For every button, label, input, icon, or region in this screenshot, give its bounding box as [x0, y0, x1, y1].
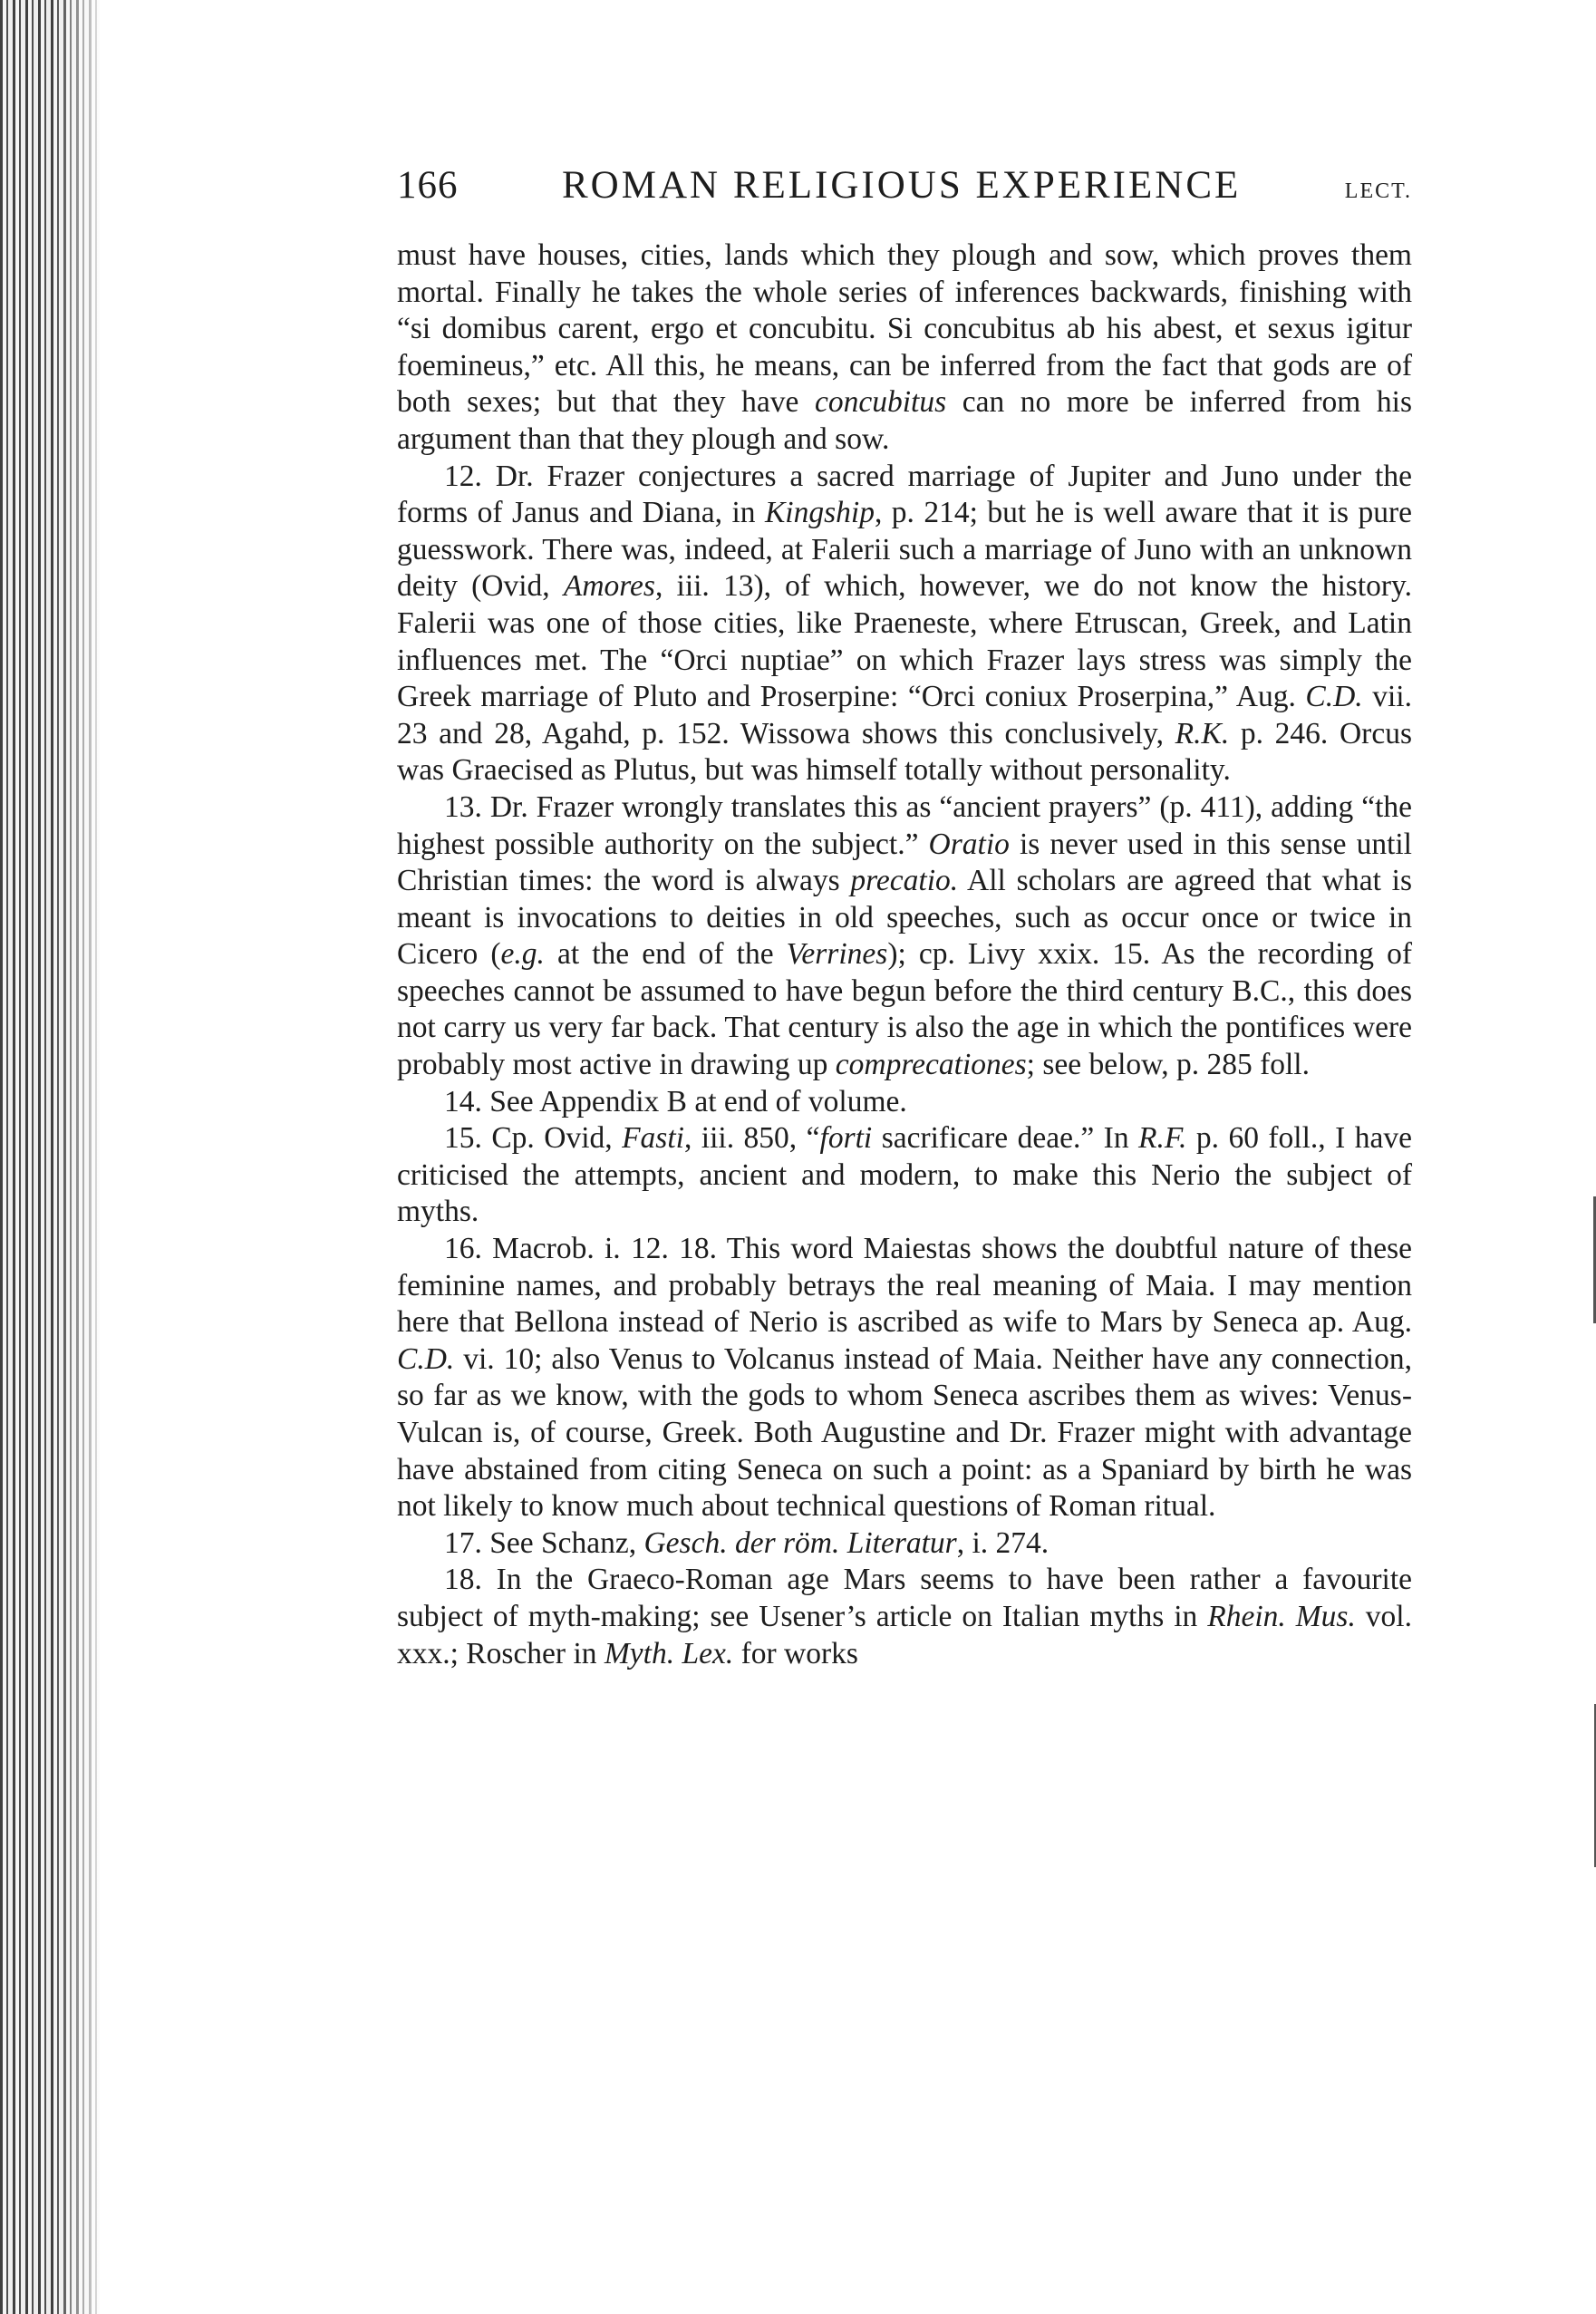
note-13: 13. Dr. Frazer wrongly translates this as “ancient prayers” (p. 411), adding “the highest possible authority on the subject.” Oratio is never used in this sense until Christian times: the word is always precatio. All scholars are agreed that what is meant is invocations to deities in old speeches, such as occur once or twice in Cicero (e.g. at the end of the Verrines); cp. Livy xxix. 15. As the recording of speeches cannot be assumed to have begun before the third century B.C., this does not carry us very far back. That century is also the age in which the pontifices were probably most active in drawing up comprecationes; see below, p. 285 foll.: [397, 789, 1413, 1082]
note-12: 12. Dr. Frazer conjectures a sacred marriage of Jupiter and Juno under the forms of Janus and Diana, in Kingship, p. 214; but he is well aware that it is pure guesswork. There was, indeed, at Falerii such a marriage of Juno with an unknown deity (Ovid, Amores, iii. 13), of which, however, we do not know the history. Falerii was one of those cities, like Praeneste, where Etruscan, Greek, and Latin influences met. The “Orci nuptiae” on which Frazer lays stress was simply the Greek marriage of Pluto and Proserpine: “Orci coniux Proserpina,” Aug. C.D. vii. 23 and 28, Agahd, p. 152. Wissowa shows this conclusively, R.K. p. 246. Orcus was Graecised as Plutus, but was himself totally without personality.: [397, 459, 1413, 788]
binding-shadow: [54, 0, 109, 2314]
note-15: 15. Cp. Ovid, Fasti, iii. 850, “forti sacrificare deae.” In R.F. p. 60 foll., I have criticised the attempts, ancient and modern, to make this Nerio the subject of myths.: [397, 1121, 1412, 1229]
note-continuation: must have houses, cities, lands which they plough and sow, which proves them mortal. Finally he takes the whole series of inferences backwards, finishing with “si domibus carent, ergo et concubitu. Si concubitus ab his abest, et sexus igitur foemineus,” etc. All this, he means, can be inferred from the fact that gods are of both sexes; but that they have concubitus can no more be inferred from his argument than that they plough and sow.: [397, 238, 1412, 456]
note-17: 17. See Schanz, Gesch. der röm. Literatur, i. 274.: [444, 1525, 1049, 1560]
page-content: [397, 163, 1412, 1672]
section-label: LECT.: [1344, 179, 1412, 203]
page-number: 166: [397, 164, 459, 207]
notes-body: [397, 237, 1412, 1672]
note-16: 16. Macrob. i. 12. 18. This word Maiestas shows the doubtful nature of these feminine names, and probably betrays the real meaning of Maia. I may mention here that Bellona instead of Nerio is ascribed as wife to Mars by Seneca ap. Aug. C.D. vi. 10; also Venus to Volcanus instead of Maia. Neither have any connection, so far as we know, with the gods to whom Seneca ascribes them as wives: Venus-Vulcan is, of course, Greek. Both Augustine and Dr. Frazer might with advantage have abstained from citing Seneca on such a point: as a Spaniard by birth he was not likely to know much about technical questions of Roman ritual.: [397, 1232, 1412, 1524]
note-14: 14. See Appendix B at end of volume.: [444, 1084, 907, 1118]
note-18: 18. In the Graeco-Roman age Mars seems to have been rather a favourite subject of myth-making; see Usener’s article on Italian myths in Rhein. Mus. vol. xxx.; Roscher in Myth. Lex. for works: [397, 1563, 1412, 1670]
running-title: ROMAN RELIGIOUS EXPERIENCE: [562, 164, 1242, 207]
running-header: [397, 163, 1412, 227]
